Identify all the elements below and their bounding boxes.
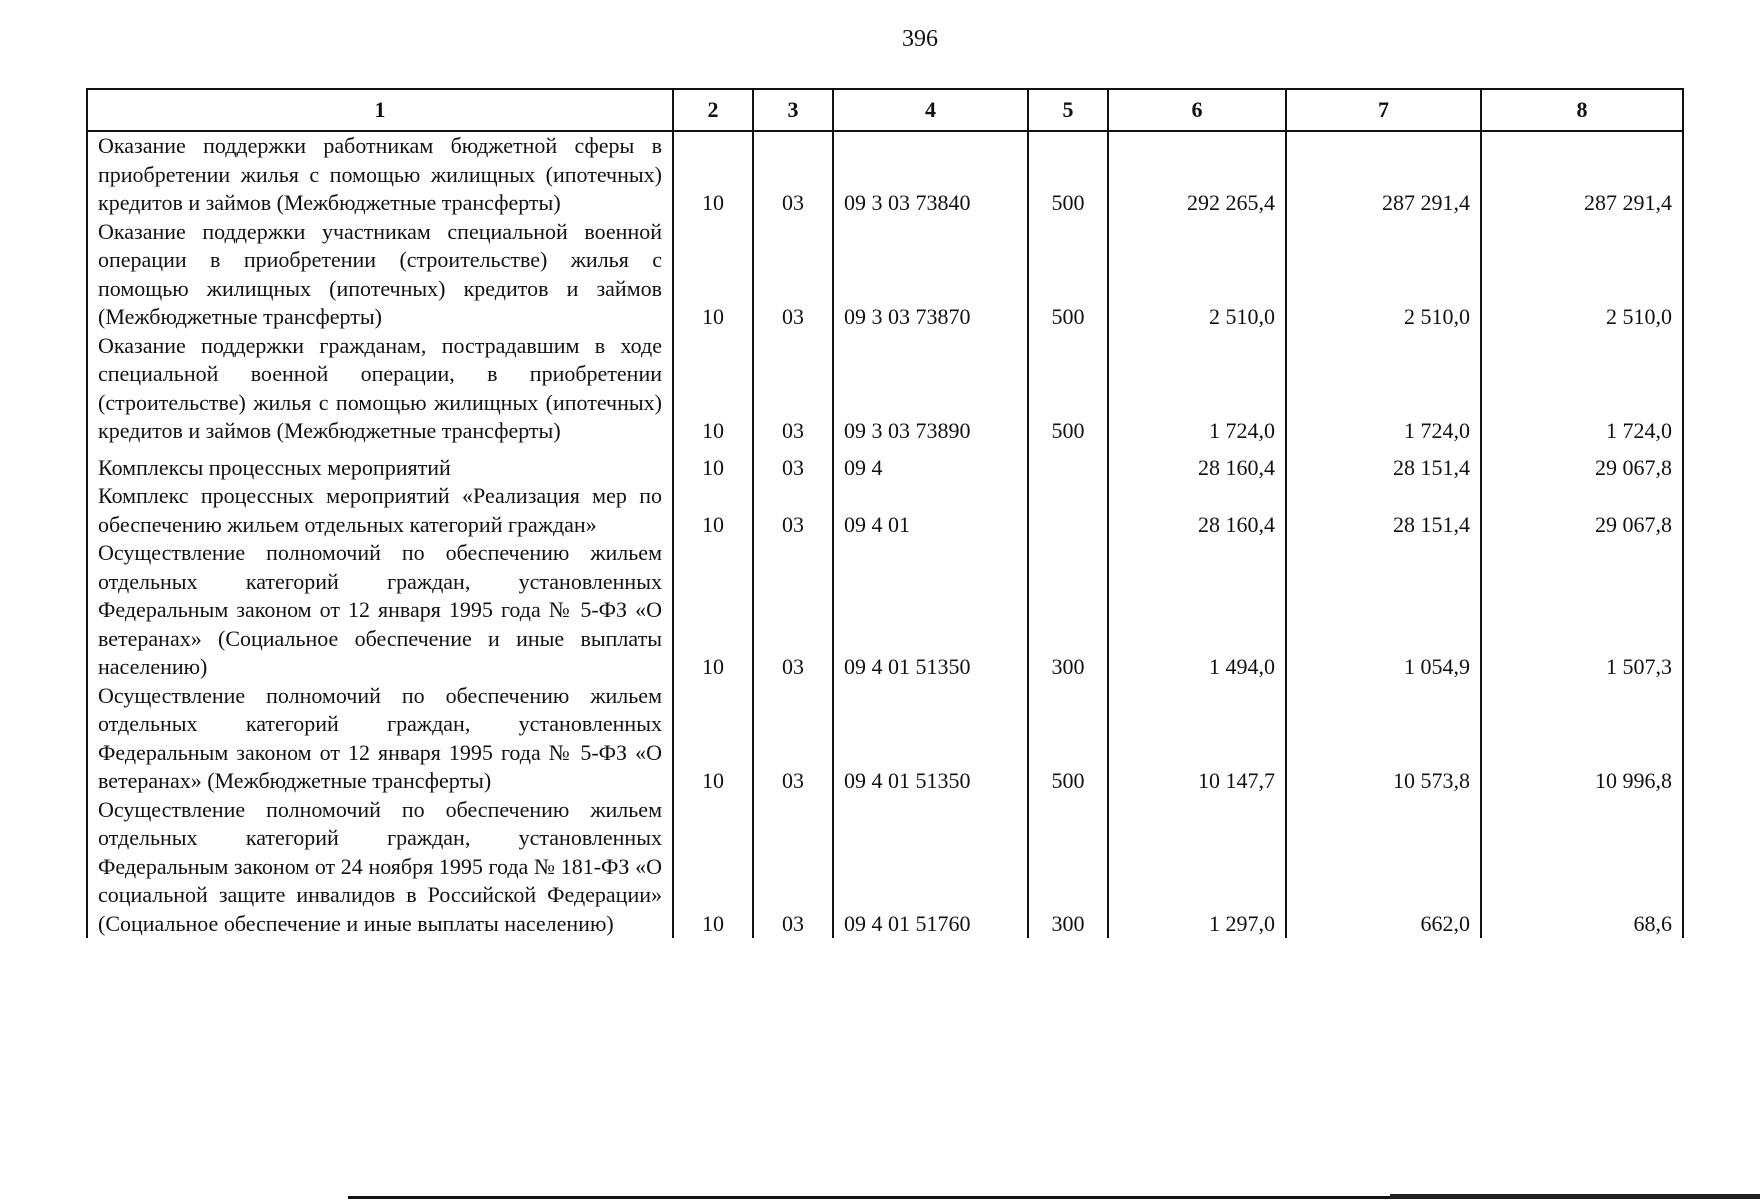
table-row <box>87 446 1683 483</box>
header-row <box>87 89 1683 131</box>
row-expense-type: 300 <box>1028 539 1108 682</box>
row-description: Осуществление полномочий по обеспечению жильем отдельных категорий граждан, установленных Федеральным законом от 24 ноября 1995 года № 181-ФЗ «О социальной защите инвалидов в Российской Федерации» (Социальное обеспечение и иные выплаты населению) <box>87 796 673 939</box>
table-row <box>87 539 1683 682</box>
table-row <box>87 482 1683 539</box>
col-header-4: 4 <box>833 89 1028 131</box>
row-amount-8: 287 291,4 <box>1481 131 1683 218</box>
row-section: 10 <box>673 482 753 539</box>
row-amount-6: 1 494,0 <box>1108 539 1286 682</box>
row-amount-8: 68,6 <box>1481 796 1683 939</box>
row-target-article: 09 3 03 73890 <box>833 332 1028 446</box>
row-amount-6: 28 160,4 <box>1108 482 1286 539</box>
col-header-2: 2 <box>673 89 753 131</box>
row-target-article: 09 3 03 73840 <box>833 131 1028 218</box>
table-row <box>87 218 1683 332</box>
col-header-1: 1 <box>87 89 673 131</box>
row-description: Осуществление полномочий по обеспечению жильем отдельных категорий граждан, установленных Федеральным законом от 12 января 1995 года № 5-ФЗ «О ветеранах» (Межбюджетные трансферты) <box>87 682 673 796</box>
row-amount-8: 2 510,0 <box>1481 218 1683 332</box>
row-amount-6: 2 510,0 <box>1108 218 1286 332</box>
row-description: Оказание поддержки работникам бюджетной сферы в приобретении жилья с помощью жилищных (ипотечных) кредитов и займов (Межбюджетные трансферты) <box>87 131 673 218</box>
row-expense-type <box>1028 446 1108 483</box>
row-subsection: 03 <box>753 682 833 796</box>
row-section: 10 <box>673 332 753 446</box>
row-amount-7: 28 151,4 <box>1286 482 1481 539</box>
row-description: Оказание поддержки участникам специальной военной операции в приобретении (строительстве) жилья с помощью жилищных (ипотечных) кредитов и займов (Межбюджетные трансферты) <box>87 218 673 332</box>
row-target-article: 09 4 01 51350 <box>833 539 1028 682</box>
row-target-article: 09 4 01 <box>833 482 1028 539</box>
row-section: 10 <box>673 218 753 332</box>
row-section: 10 <box>673 446 753 483</box>
row-description: Комплекс процессных мероприятий «Реализация мер по обеспечению жильем отдельных категорий граждан» <box>87 482 673 539</box>
row-description: Оказание поддержки гражданам, пострадавшим в ходе специальной военной операции, в приобретении (строительстве) жилья с помощью жилищных (ипотечных) кредитов и займов (Межбюджетные трансферты) <box>87 332 673 446</box>
row-amount-8: 29 067,8 <box>1481 482 1683 539</box>
row-expense-type <box>1028 482 1108 539</box>
row-amount-6: 10 147,7 <box>1108 682 1286 796</box>
row-subsection: 03 <box>753 796 833 939</box>
row-amount-7: 28 151,4 <box>1286 446 1481 483</box>
row-amount-8: 1 724,0 <box>1481 332 1683 446</box>
row-subsection: 03 <box>753 446 833 483</box>
row-amount-8: 29 067,8 <box>1481 446 1683 483</box>
row-section: 10 <box>673 796 753 939</box>
row-subsection: 03 <box>753 539 833 682</box>
row-amount-8: 1 507,3 <box>1481 539 1683 682</box>
row-amount-7: 1 724,0 <box>1286 332 1481 446</box>
row-amount-6: 28 160,4 <box>1108 446 1286 483</box>
col-header-8: 8 <box>1481 89 1683 131</box>
row-amount-6: 1 297,0 <box>1108 796 1286 939</box>
table-row <box>87 682 1683 796</box>
row-expense-type: 500 <box>1028 332 1108 446</box>
row-amount-7: 662,0 <box>1286 796 1481 939</box>
row-subsection: 03 <box>753 131 833 218</box>
table-row <box>87 796 1683 939</box>
col-header-6: 6 <box>1108 89 1286 131</box>
row-expense-type: 500 <box>1028 218 1108 332</box>
row-amount-7: 287 291,4 <box>1286 131 1481 218</box>
col-header-7: 7 <box>1286 89 1481 131</box>
row-amount-7: 1 054,9 <box>1286 539 1481 682</box>
row-target-article: 09 4 01 51350 <box>833 682 1028 796</box>
col-header-3: 3 <box>753 89 833 131</box>
row-target-article: 09 4 01 51760 <box>833 796 1028 939</box>
row-target-article: 09 4 <box>833 446 1028 483</box>
row-description: Осуществление полномочий по обеспечению жильем отдельных категорий граждан, установленных Федеральным законом от 12 января 1995 года № 5-ФЗ «О ветеранах» (Социальное обеспечение и иные выплаты населению) <box>87 539 673 682</box>
budget-table <box>86 88 1684 938</box>
row-expense-type: 300 <box>1028 796 1108 939</box>
row-subsection: 03 <box>753 482 833 539</box>
table-row <box>87 332 1683 446</box>
row-amount-6: 292 265,4 <box>1108 131 1286 218</box>
row-expense-type: 500 <box>1028 682 1108 796</box>
row-target-article: 09 3 03 73870 <box>833 218 1028 332</box>
row-section: 10 <box>673 539 753 682</box>
row-subsection: 03 <box>753 332 833 446</box>
row-amount-7: 10 573,8 <box>1286 682 1481 796</box>
row-section: 10 <box>673 131 753 218</box>
row-description: Комплексы процессных мероприятий <box>87 446 673 483</box>
page-bottom-rule-thick <box>1390 1194 1760 1199</box>
row-amount-7: 2 510,0 <box>1286 218 1481 332</box>
row-expense-type: 500 <box>1028 131 1108 218</box>
table-row <box>87 131 1683 218</box>
row-section: 10 <box>673 682 753 796</box>
page-number: 396 <box>902 26 938 52</box>
row-subsection: 03 <box>753 218 833 332</box>
col-header-5: 5 <box>1028 89 1108 131</box>
row-amount-8: 10 996,8 <box>1481 682 1683 796</box>
row-amount-6: 1 724,0 <box>1108 332 1286 446</box>
